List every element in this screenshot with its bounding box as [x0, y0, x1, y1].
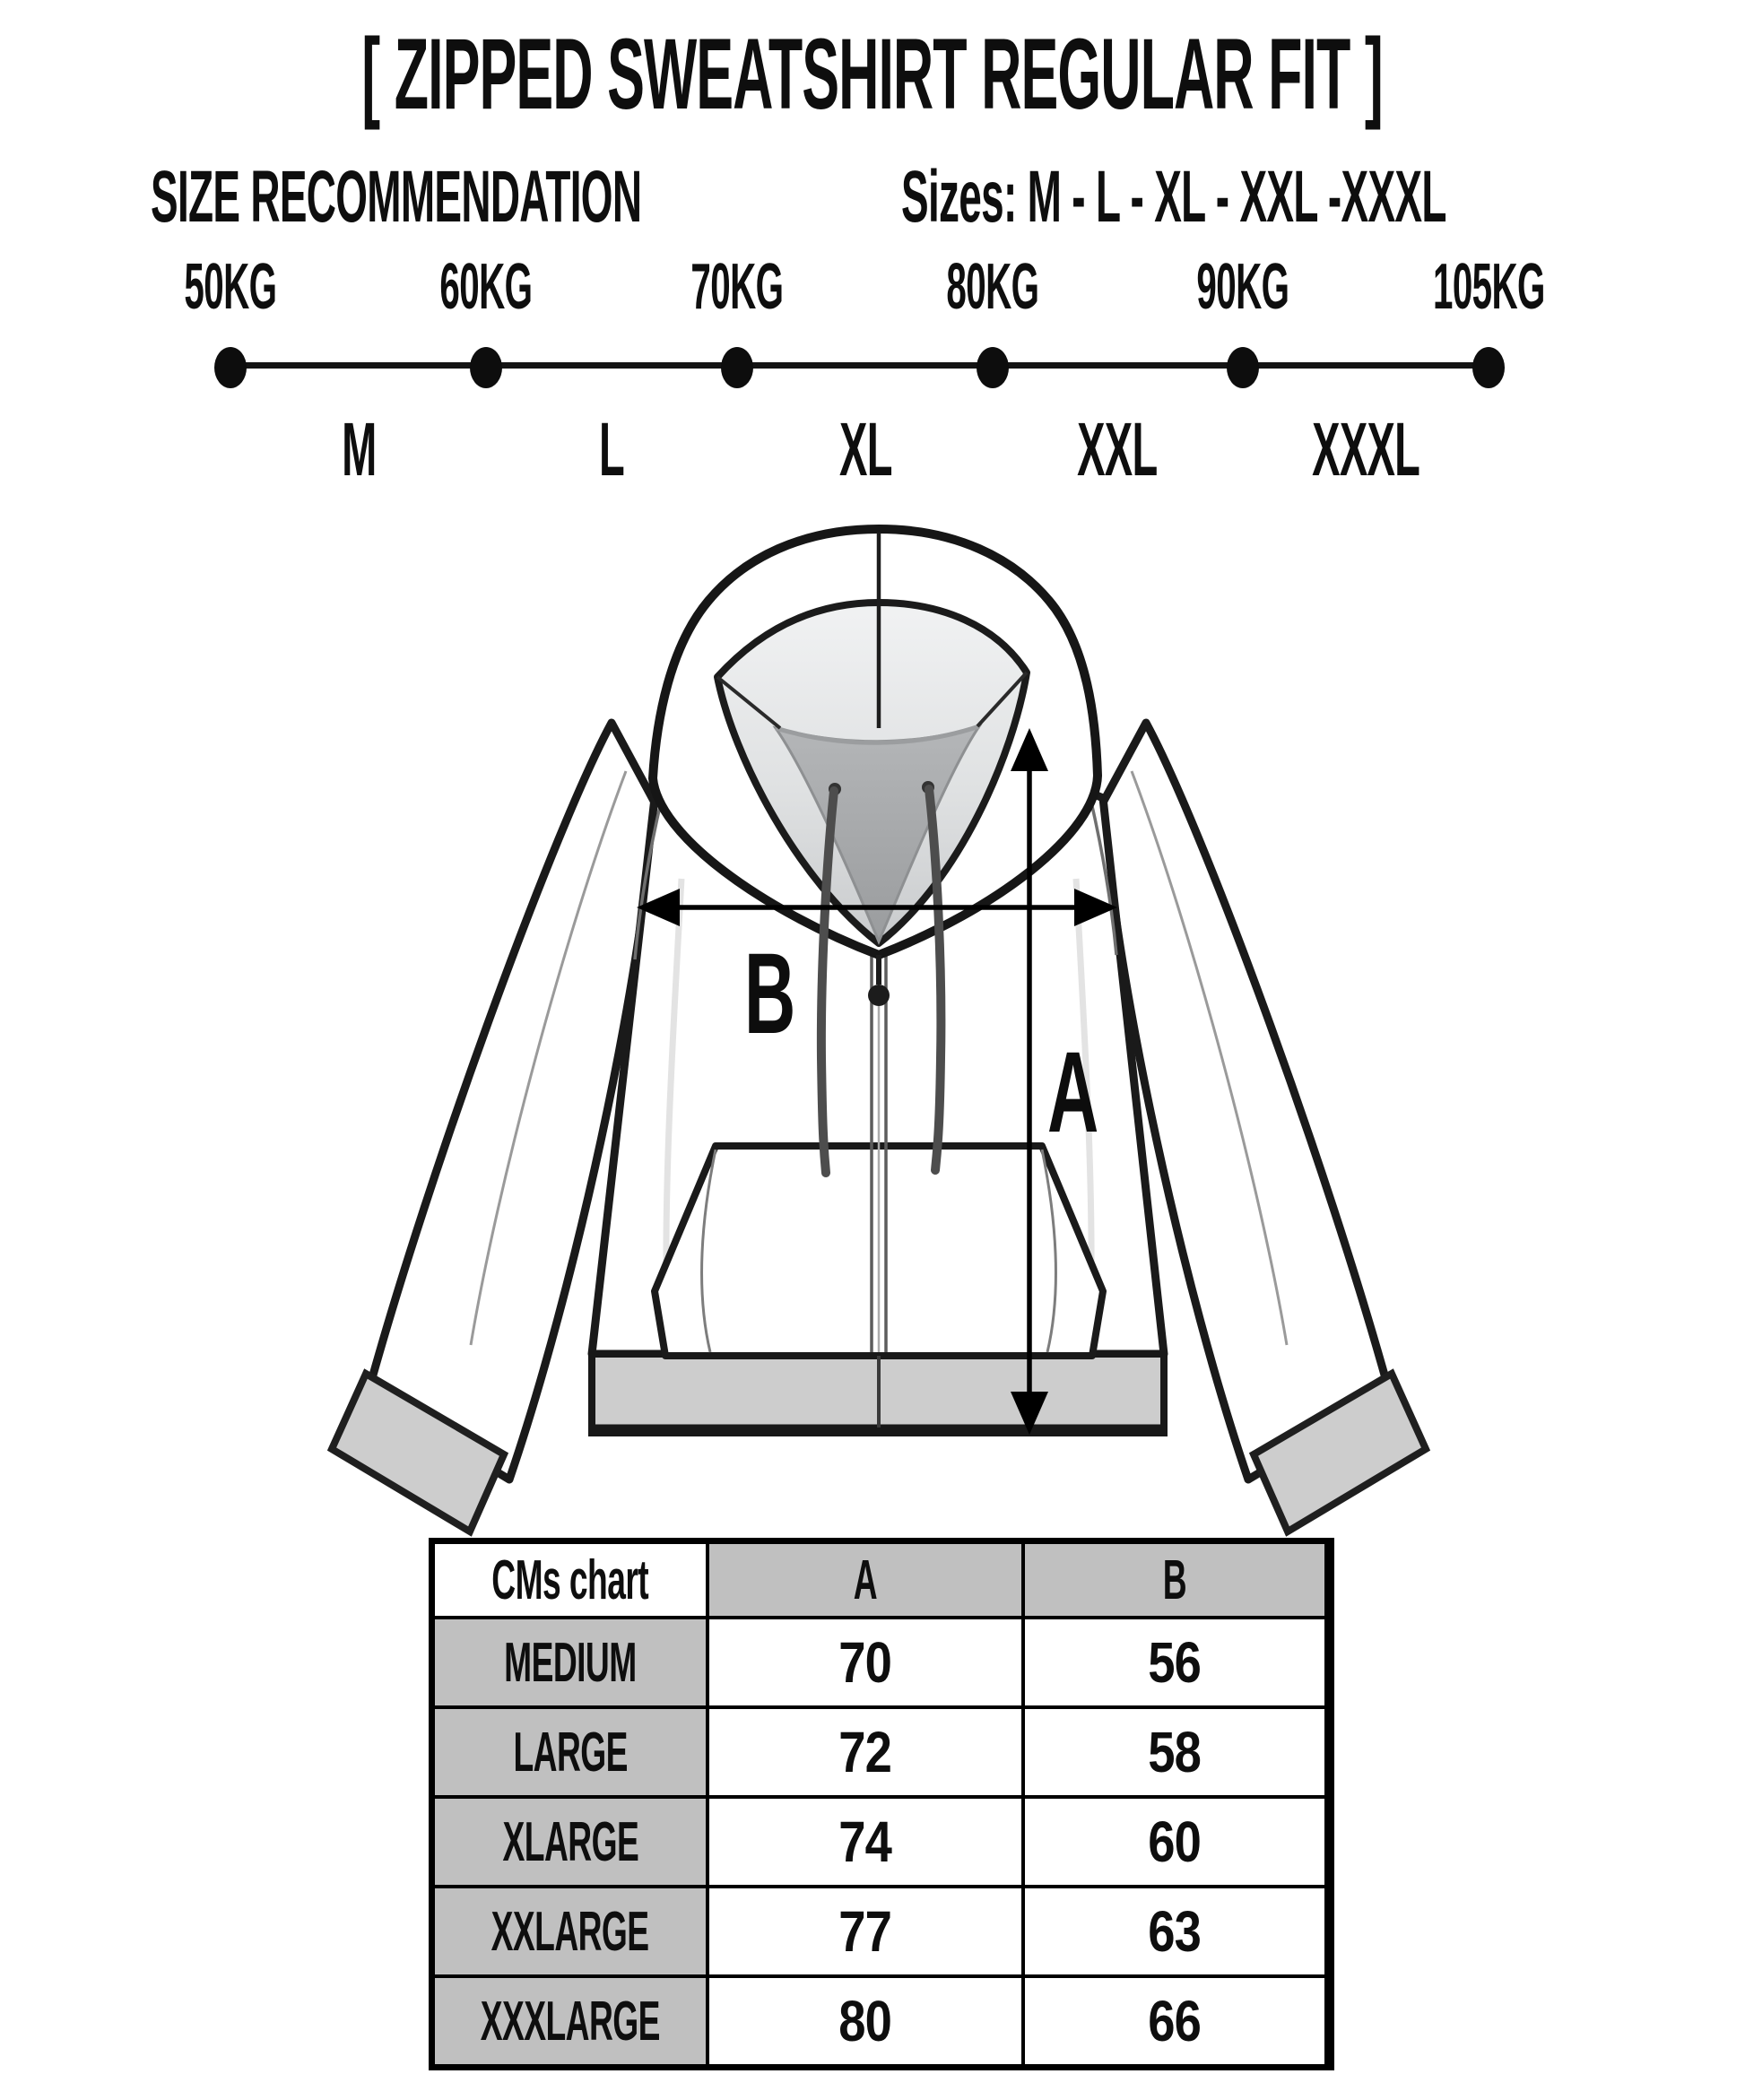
size-segment-label: XL	[838, 406, 892, 491]
length-label	[1047, 1028, 1098, 1157]
weight-label: 60KG	[439, 251, 533, 323]
table-size-label: XXLARGE	[433, 1887, 708, 1976]
weight-label: 90KG	[1196, 251, 1289, 323]
scale-axis-line	[230, 362, 1489, 369]
size-recommendation-heading: SIZE RECOMMENDATION	[151, 156, 642, 238]
page-title-text: [ ZIPPED SWEATSHIRT REGULAR FIT ]	[361, 17, 1384, 130]
size-segment-label: L	[598, 406, 625, 491]
table-value-b: 60	[1023, 1797, 1326, 1887]
table-size-label: MEDIUM	[433, 1618, 708, 1707]
sweatshirt-diagram	[296, 502, 1462, 1542]
svg-text:B: B	[744, 929, 796, 1058]
scale-dot	[1227, 347, 1259, 388]
table-value-b: 56	[1023, 1618, 1326, 1707]
table-value-a: 74	[708, 1797, 1023, 1887]
table-size-label: XXXLARGE	[433, 1976, 708, 2066]
size-segment-label: M	[341, 406, 377, 491]
sizes-list-heading: Sizes: M - L - XL - XXL -XXXL	[901, 156, 1446, 238]
size-segment-label: XXL	[1077, 406, 1158, 491]
table-value-b: 63	[1023, 1887, 1326, 1976]
size-table	[429, 1538, 1334, 2070]
table-header-b: B	[1023, 1542, 1326, 1618]
table-value-a: 77	[708, 1887, 1023, 1976]
zipper-pull	[868, 985, 890, 1006]
table-size-label: XLARGE	[433, 1797, 708, 1887]
scale-dot	[1472, 347, 1505, 388]
table-value-b: 58	[1023, 1707, 1326, 1797]
weight-label: 80KG	[946, 251, 1039, 323]
table-value-b: 66	[1023, 1976, 1326, 2066]
page-title	[0, 17, 1745, 130]
table-value-a: 80	[708, 1976, 1023, 2066]
scale-dot	[470, 347, 502, 388]
size-segment-label: XXXL	[1311, 406, 1420, 491]
table-size-label: LARGE	[433, 1707, 708, 1797]
svg-text:A: A	[1047, 1028, 1099, 1157]
table-value-a: 70	[708, 1618, 1023, 1707]
scale-dot	[721, 347, 753, 388]
table-header-cms: CMs chart	[433, 1542, 708, 1618]
table-value-a: 72	[708, 1707, 1023, 1797]
table-header-a: A	[708, 1542, 1023, 1618]
weight-label: 50KG	[184, 251, 277, 323]
scale-dot	[214, 347, 247, 388]
width-label	[744, 930, 795, 1058]
scale-dot	[977, 347, 1009, 388]
weight-label: 70KG	[690, 251, 784, 323]
weight-label: 105KG	[1432, 251, 1545, 323]
